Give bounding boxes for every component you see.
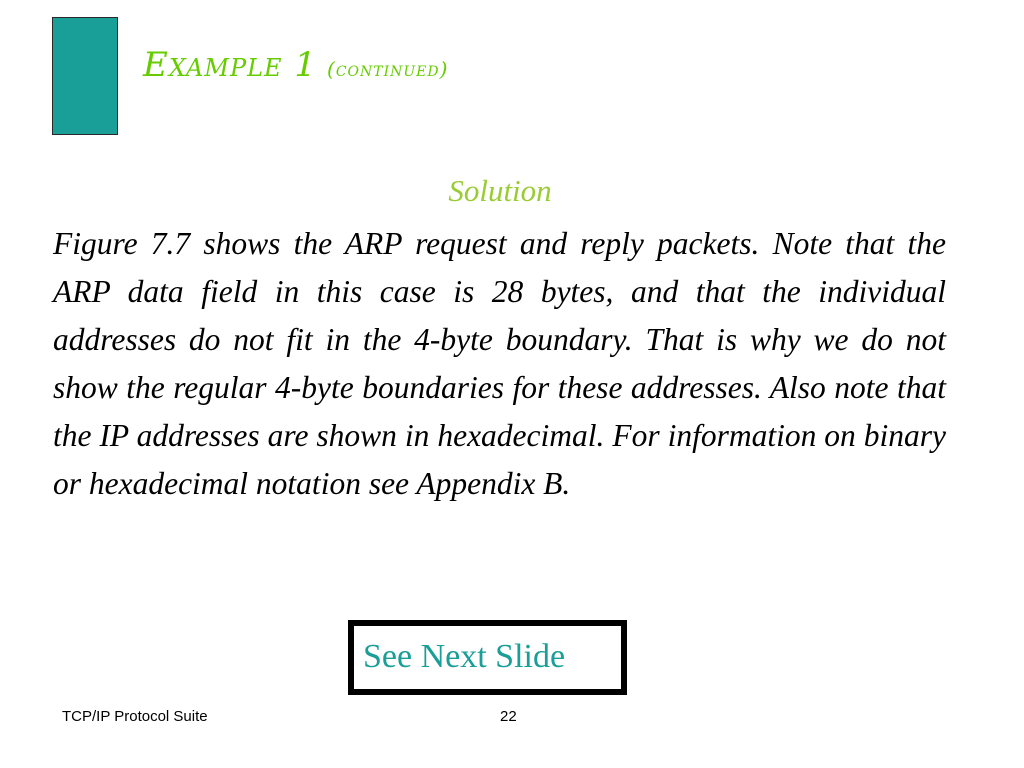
next-slide-box (348, 620, 627, 695)
body-paragraph: Figure 7.7 shows the ARP request and reply packets. Note that the ARP data field in this case is 28 bytes, and that the individual addresses do not fit in the 4-byte boundary. That is why we do not show the regular 4-byte boundaries for these addresses. Also note that the IP addresses are shown in hexadecimal. For information on binary or hexadecimal notation see Appendix B. (53, 226, 946, 501)
slide-title-main: Example 1 (143, 45, 318, 85)
title-accent-block (52, 17, 118, 135)
solution-heading: Solution (448, 173, 552, 208)
page-number: 22 (500, 708, 517, 725)
footer-source: TCP/IP Protocol Suite (62, 708, 208, 725)
slide-title-suffix: (continued) (327, 57, 449, 81)
next-slide-label: See Next Slide (363, 638, 566, 675)
slide-title (143, 45, 449, 85)
